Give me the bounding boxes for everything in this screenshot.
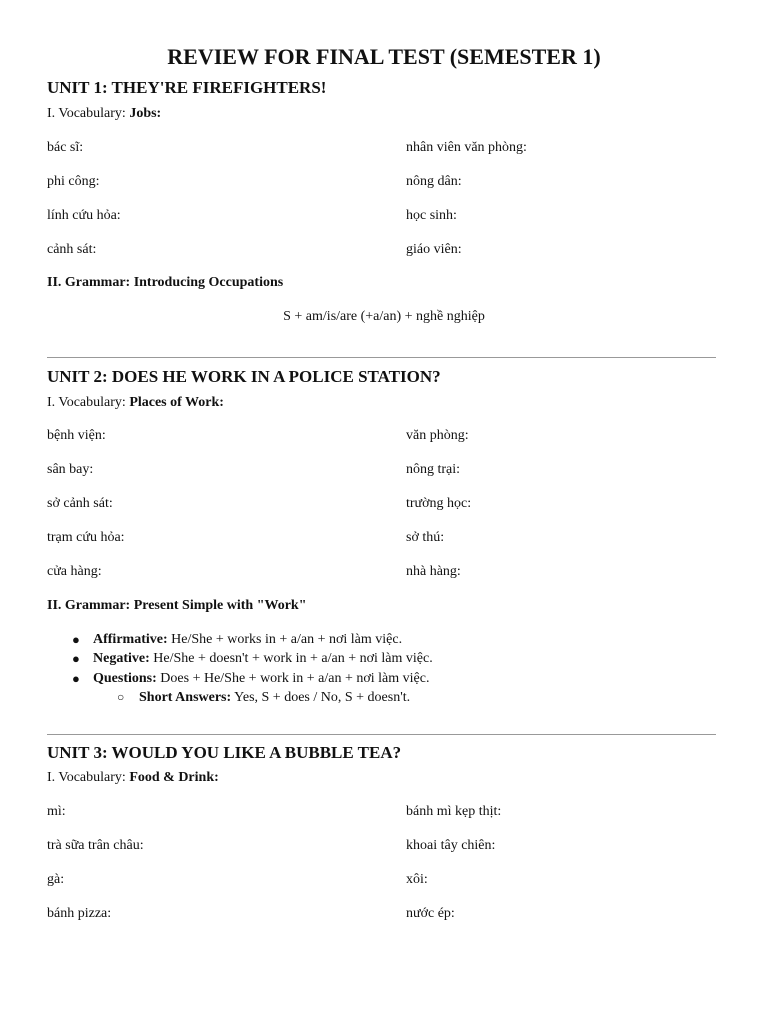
unit1-vocab-item: giáo viên:: [406, 242, 462, 257]
bullet-dot-icon: ●: [72, 632, 80, 647]
unit3-vocab-item: nước ép:: [406, 906, 455, 921]
bullet-dot-icon: ●: [72, 670, 80, 686]
unit3-vocab-item: bánh mì kẹp thịt:: [406, 804, 502, 819]
unit2-vocab-item: cửa hàng:: [47, 564, 102, 579]
unit3-vocab-item: khoai tây chiên:: [406, 838, 496, 853]
unit2-vocab-item: nhà hàng:: [406, 564, 461, 579]
unit2-grammar-list: [47, 630, 433, 707]
unit3-vocab-item: xôi:: [406, 872, 428, 887]
bullet-text: Yes, S + does / No, S + doesn't.: [231, 689, 411, 705]
bullet-dot-icon: ●: [72, 651, 80, 667]
unit1-heading: UNIT 1: THEY'RE FIREFIGHTERS!: [47, 78, 327, 97]
unit1-vocab-item: nhân viên văn phòng:: [406, 140, 527, 155]
unit1-vocab-item: phi công:: [47, 174, 100, 189]
unit3-vocab-item: trà sữa trân châu:: [47, 838, 144, 853]
unit3-vocab-item: bánh pizza:: [47, 906, 112, 921]
unit2-vocab-item: sân bay:: [47, 462, 94, 477]
unit3-vocab-item: gà:: [47, 872, 65, 887]
unit1-vocab-label: [47, 105, 161, 122]
bullet-text: He/She + works in + a/an + nơi làm việc.: [167, 632, 403, 647]
unit1-vocab-item: lính cứu hỏa:: [47, 208, 121, 223]
unit1-vocab-item: cảnh sát:: [47, 242, 97, 257]
unit2-vocab-item: văn phòng:: [406, 428, 469, 443]
grammar-bullet-negative: [47, 649, 433, 668]
unit2-vocab-item: trường học:: [406, 496, 472, 511]
unit2-vocab-item: sở thú:: [406, 530, 445, 545]
unit3-vocab-label: [47, 769, 219, 786]
unit3-vocab-item: mì:: [47, 804, 66, 819]
unit2-vocab-item: trạm cứu hỏa:: [47, 530, 125, 545]
grammar-bullet-affirmative: [47, 630, 433, 649]
unit2-vocab-item: nông trại:: [406, 462, 461, 477]
section-divider: [47, 734, 716, 735]
bullet-label: Short Answers:: [139, 689, 232, 705]
unit2-vocab-item: bệnh viện:: [47, 428, 106, 443]
bullet-circle-icon: ○: [117, 689, 125, 704]
unit2-grammar-heading: II. Grammar: Present Simple with "Work": [47, 598, 307, 613]
unit2-vocab-label: [47, 394, 224, 411]
document-title: REVIEW FOR FINAL TEST (SEMESTER 1): [167, 44, 601, 69]
section-divider: [47, 357, 716, 358]
bullet-text: Does + He/She + work in + a/an + nơi làm việc.: [156, 670, 430, 686]
bullet-label: Questions:: [93, 670, 157, 686]
unit1-grammar-heading: II. Grammar: Introducing Occupations: [47, 275, 284, 290]
grammar-bullet-questions: [47, 669, 433, 688]
unit2-heading: UNIT 2: DOES HE WORK IN A POLICE STATION?: [47, 367, 441, 386]
unit1-vocab-topic: Jobs:: [129, 106, 162, 121]
bullet-text: He/She + doesn't + work in + a/an + nơi làm việc.: [149, 651, 433, 667]
unit2-vocab-prefix: I. Vocabulary:: [47, 395, 130, 410]
unit3-vocab-prefix: I. Vocabulary:: [47, 770, 130, 785]
unit3-heading: UNIT 3: WOULD YOU LIKE A BUBBLE TEA?: [47, 743, 402, 762]
unit2-vocab-topic: Places of Work:: [129, 395, 224, 410]
unit2-vocab-item: sở cảnh sát:: [47, 496, 113, 511]
unit1-vocab-item: bác sĩ:: [47, 140, 84, 155]
bullet-label: Negative:: [93, 651, 150, 667]
unit1-formula: S + am/is/are (+a/an) + nghề nghiệp: [283, 309, 485, 324]
unit1-vocab-item: học sinh:: [406, 208, 457, 223]
grammar-subbullet-short-answers: [47, 688, 433, 707]
unit1-vocab-prefix: I. Vocabulary:: [47, 106, 130, 121]
bullet-label: Affirmative:: [93, 632, 168, 647]
unit3-vocab-topic: Food & Drink:: [129, 770, 219, 785]
unit1-vocab-item: nông dân:: [406, 174, 462, 189]
